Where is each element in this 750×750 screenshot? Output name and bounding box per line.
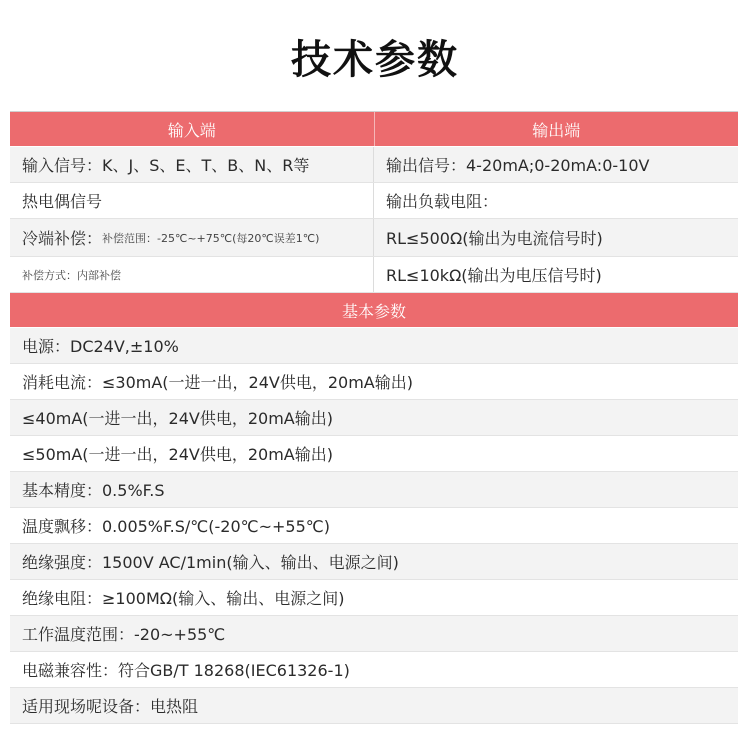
table-row — [10, 544, 738, 580]
basic-header-row — [10, 293, 738, 328]
cold-junction-label: 冷端补偿： — [22, 229, 103, 248]
current-consumption-50: ≤50mA(一进一出，24V供电，20mA输出) — [22, 445, 333, 464]
insulation-strength: 绝缘强度：1500V AC/1min(输入、输出、电源之间) — [22, 553, 399, 572]
temperature-drift: 温度飘移：0.005%F.S/℃(-20℃~+55℃) — [22, 517, 330, 536]
power-supply: 电源：DC24V,±10% — [22, 337, 179, 356]
emc-compatibility: 电磁兼容性：符合GB/T 18268(IEC61326-1) — [22, 661, 350, 680]
current-consumption-40: ≤40mA(一进一出，24V供电，20mA输出) — [22, 409, 333, 428]
compensation-range: 补偿范围：-25℃~+75℃(每20℃误差1℃) — [102, 231, 320, 245]
io-header-row — [10, 112, 738, 147]
table-row — [10, 219, 738, 257]
insulation-resistance: 绝缘电阻：≥100MΩ(输入、输出、电源之间) — [22, 589, 345, 608]
cold-junction-compensation — [10, 219, 374, 256]
applicable-devices: 适用现场呢设备：电热阻 — [22, 697, 199, 716]
table-row — [10, 436, 738, 472]
table-row — [10, 328, 738, 364]
table-row — [10, 183, 738, 219]
compensation-method-text: 补偿方式：内部补偿 — [22, 268, 121, 282]
basic-params-header: 基本参数 — [341, 301, 406, 321]
output-load-resistance: 输出负载电阻： — [386, 192, 499, 211]
spec-table — [10, 111, 738, 724]
current-load-resistance: RL≤500Ω(输出为电流信号时) — [386, 229, 603, 248]
table-row — [10, 400, 738, 436]
table-row — [10, 688, 738, 724]
table-row — [10, 364, 738, 400]
compensation-method — [10, 257, 374, 292]
input-header: 输入端 — [167, 120, 216, 140]
output-header: 输出端 — [374, 112, 739, 146]
thermocouple-signal: 热电偶信号 — [10, 183, 374, 218]
page-title: 技术参数 — [291, 37, 459, 83]
operating-temperature: 工作温度范围：-20~+55℃ — [22, 625, 226, 644]
input-signal: 输入信号：K、J、S、E、T、B、N、R等 — [10, 147, 374, 182]
table-row — [10, 652, 738, 688]
table-row — [10, 147, 738, 183]
output-signal: 输出信号：4-20mA;0-20mA:0-10V — [386, 156, 650, 175]
table-row — [10, 508, 738, 544]
table-row — [10, 616, 738, 652]
table-row — [10, 257, 738, 293]
basic-accuracy: 基本精度：0.5%F.S — [22, 481, 165, 500]
current-consumption: 消耗电流：≤30mA(一进一出，24V供电，20mA输出) — [22, 373, 413, 392]
voltage-load-resistance: RL≤10kΩ(输出为电压信号时) — [386, 266, 602, 285]
table-row — [10, 580, 738, 616]
table-row — [10, 472, 738, 508]
